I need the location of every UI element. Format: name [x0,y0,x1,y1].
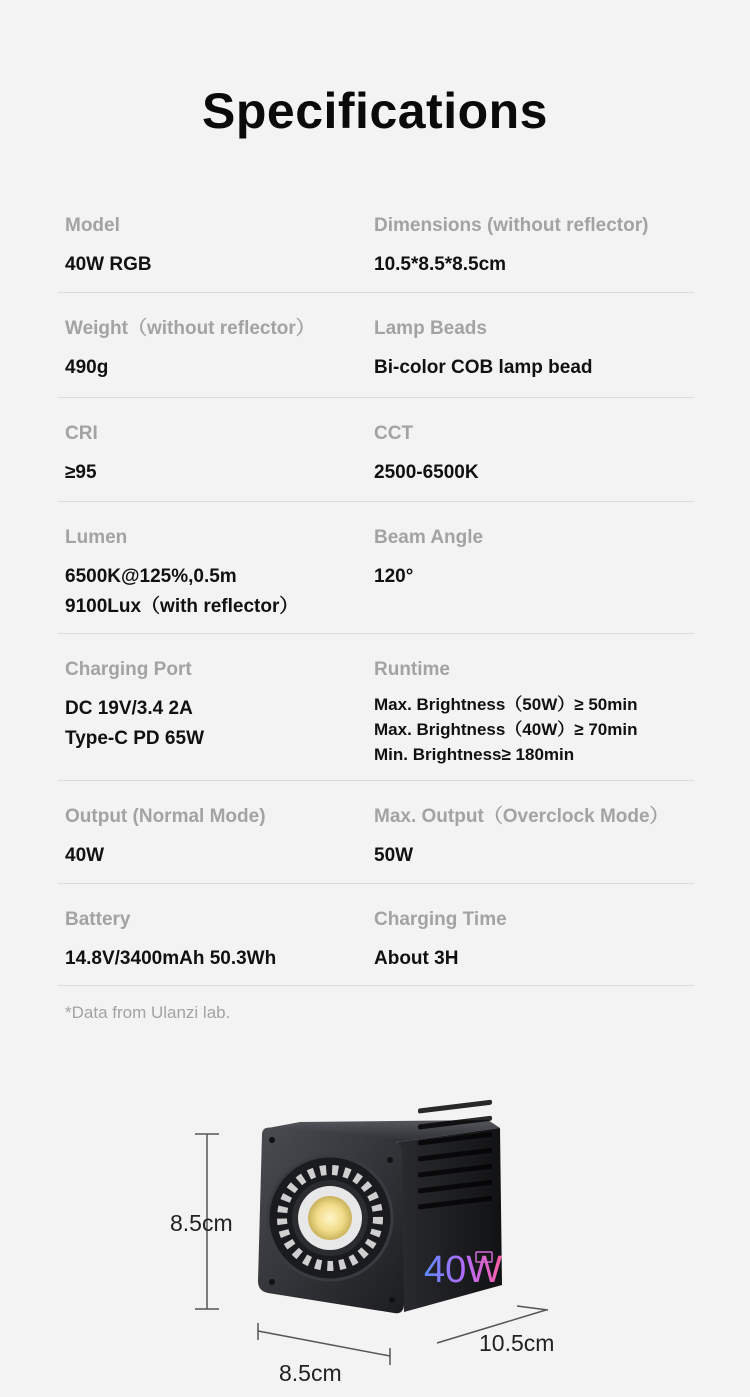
spec-value: Type-C PD 65W [65,728,205,749]
width-dimension-line [258,1323,390,1365]
spec-label: Charging Port [65,659,192,680]
cob-lamp-icon [308,1196,352,1240]
spec-value: Bi-color COB lamp bead [374,357,593,378]
spec-label: Output (Normal Mode) [65,806,266,827]
spec-value: Max. Brightness（40W）≥ 70min [374,720,638,739]
page-title: Specifications [202,83,548,139]
spec-value: ≥95 [65,462,97,483]
spec-value: 10.5*8.5*8.5cm [374,254,507,275]
spec-label: Dimensions (without reflector) [374,215,649,236]
spec-value: 14.8V/3400mAh 50.3Wh [65,948,277,969]
spec-value: About 3H [374,948,459,969]
spec-label: CCT [374,423,414,444]
spec-label: Weight（without reflector） [65,318,315,339]
spec-value: 120° [374,566,414,587]
spec-label: Lamp Beads [374,318,487,339]
spec-value: 40W RGB [65,254,152,275]
spec-value: 490g [65,357,109,378]
spec-label: Lumen [65,527,128,548]
spec-label: CRI [65,423,98,444]
spec-value: 6500K@125%,0.5m [65,566,237,587]
spec-label: Max. Output（Overclock Mode） [374,806,669,827]
depth-label: 10.5cm [479,1330,555,1356]
spec-value: Max. Brightness（50W）≥ 50min [374,695,638,714]
spec-label: Model [65,215,120,236]
spec-label: Battery [65,909,131,930]
spec-label: Runtime [374,659,450,680]
spec-value: 50W [374,845,414,866]
width-label: 8.5cm [279,1360,342,1386]
spec-value: 2500-6500K [374,462,479,483]
product-badge: 40W [424,1249,503,1291]
spec-value: DC 19V/3.4 2A [65,698,193,719]
spec-label: Charging Time [374,909,507,930]
height-label: 8.5cm [170,1210,233,1236]
data-source-note: *Data from Ulanzi lab. [65,1003,231,1022]
spec-value: 9100Lux（with reflector） [65,596,299,617]
spec-value: 40W [65,845,105,866]
spec-value: Min. Brightness≥ 180min [374,745,575,764]
spec-label: Beam Angle [374,527,484,548]
